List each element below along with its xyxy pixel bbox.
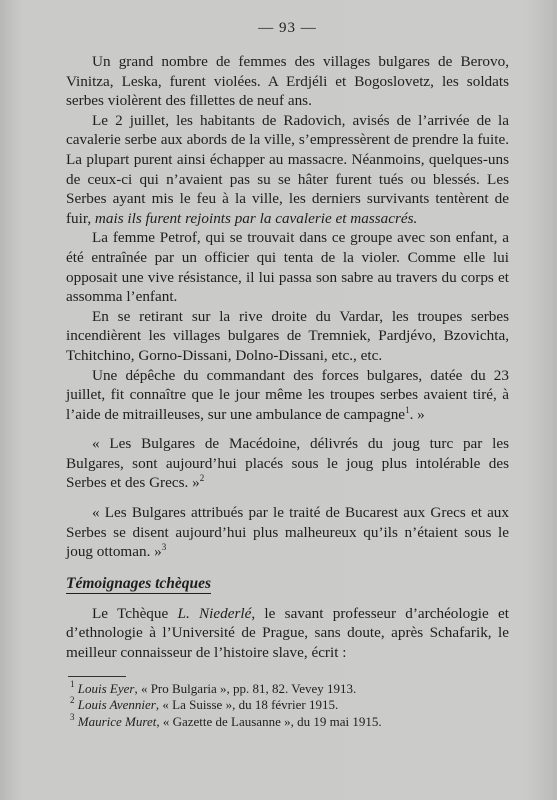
footnote-3: $^3$ Maurice Muret, « Gazette de Lausanne », du 19 mai 1915. — [70, 711, 382, 729]
paragraph-1: Un grand nombre de femmes des villages bulgares de Berovo, Vinitza, Leska, furent violées. A Erdjéli et Bogoslovetz, les soldats serbes violèrent des fillettes de neuf ans. — [66, 53, 509, 110]
footnote-1: $^1$ Louis Eyer, « Pro Bulgaria », pp. 81, 82. Vevey 1913. — [70, 678, 357, 696]
quote-paragraph-1: « Les Bulgares de Macédoine, délivrés du joug turc par les Bulgares, sont aujourd’hui placés sous le joug plus intolérable des Serbes et des Grecs. »$^2$ — [66, 435, 509, 492]
footnote-ref-1: 1 — [405, 404, 410, 415]
book-page — [4, 0, 553, 800]
footnote-ref-3: 3 — [161, 542, 167, 553]
page-number: — 93 — — [258, 20, 317, 36]
paragraph-final: Le Tchèque L. Niederlé, le savant professeur d’archéologie et d’ethnologie à l’Université de Prague, sans doute, après Schafarik, le meilleur connaisseur de l’histoire slave, écrit : — [66, 604, 510, 662]
paragraph-4: En se retirant sur la rive droite du Vardar, les troupes serbes incendièrent les villages bulgares de Tremniek, Pardjévo, Bzovichta, Tchitchino, Gorno-Dissani, Dolno-Dissani, etc., etc. — [66, 307, 509, 364]
paragraph-3: La femme Petrof, qui se trouvait dans ce groupe avec son enfant, a été entraînée par un officier qui tenta de la violer. Comme elle lui opposait une vive résistance, il lui passa son sabre au travers du corps et assomma l’enfant. — [66, 229, 509, 306]
paragraph-5: Une dépêche du commandant des forces bulgares, datée du 23 juillet, fit connaître que le jour même les troupes serbes avaient tiré, à l’aide de mitrailleuses, sur une ambulance de campagne$^1$. » — [66, 366, 509, 423]
section-heading: Témoignages tchèques — [66, 574, 212, 592]
footnote-2: $^2$ Louis Avennier, « La Suisse », du 18 février 1915. — [70, 695, 339, 713]
quote-paragraph-2: « Les Bulgares attribués par le traité de Bucarest aux Grecs et aux Serbes se disent aujourd’hui plus malheureux qu’ils n’étaient sous le joug ottoman. »$^3$ — [66, 504, 509, 561]
footnote-ref-2: 2 — [199, 473, 205, 484]
footnote-divider — [68, 676, 126, 677]
paragraph-2: Le 2 juillet, les habitants de Radovich, avisés de l’arrivée de la cavalerie serbe aux abords de la ville, s’empressèrent de prendre la fuite. La plupart purent ainsi échapper au massacre. Néanmoins, quelques-uns de ceux-ci qui n’avaient pas su se hâter furent tués ou blessés. Les Serbes ayant mis le feu à la ville, les derniers survivants tentèrent de fuir, mais ils furent rejoints par la cavalerie et massacrés. — [66, 111, 509, 227]
